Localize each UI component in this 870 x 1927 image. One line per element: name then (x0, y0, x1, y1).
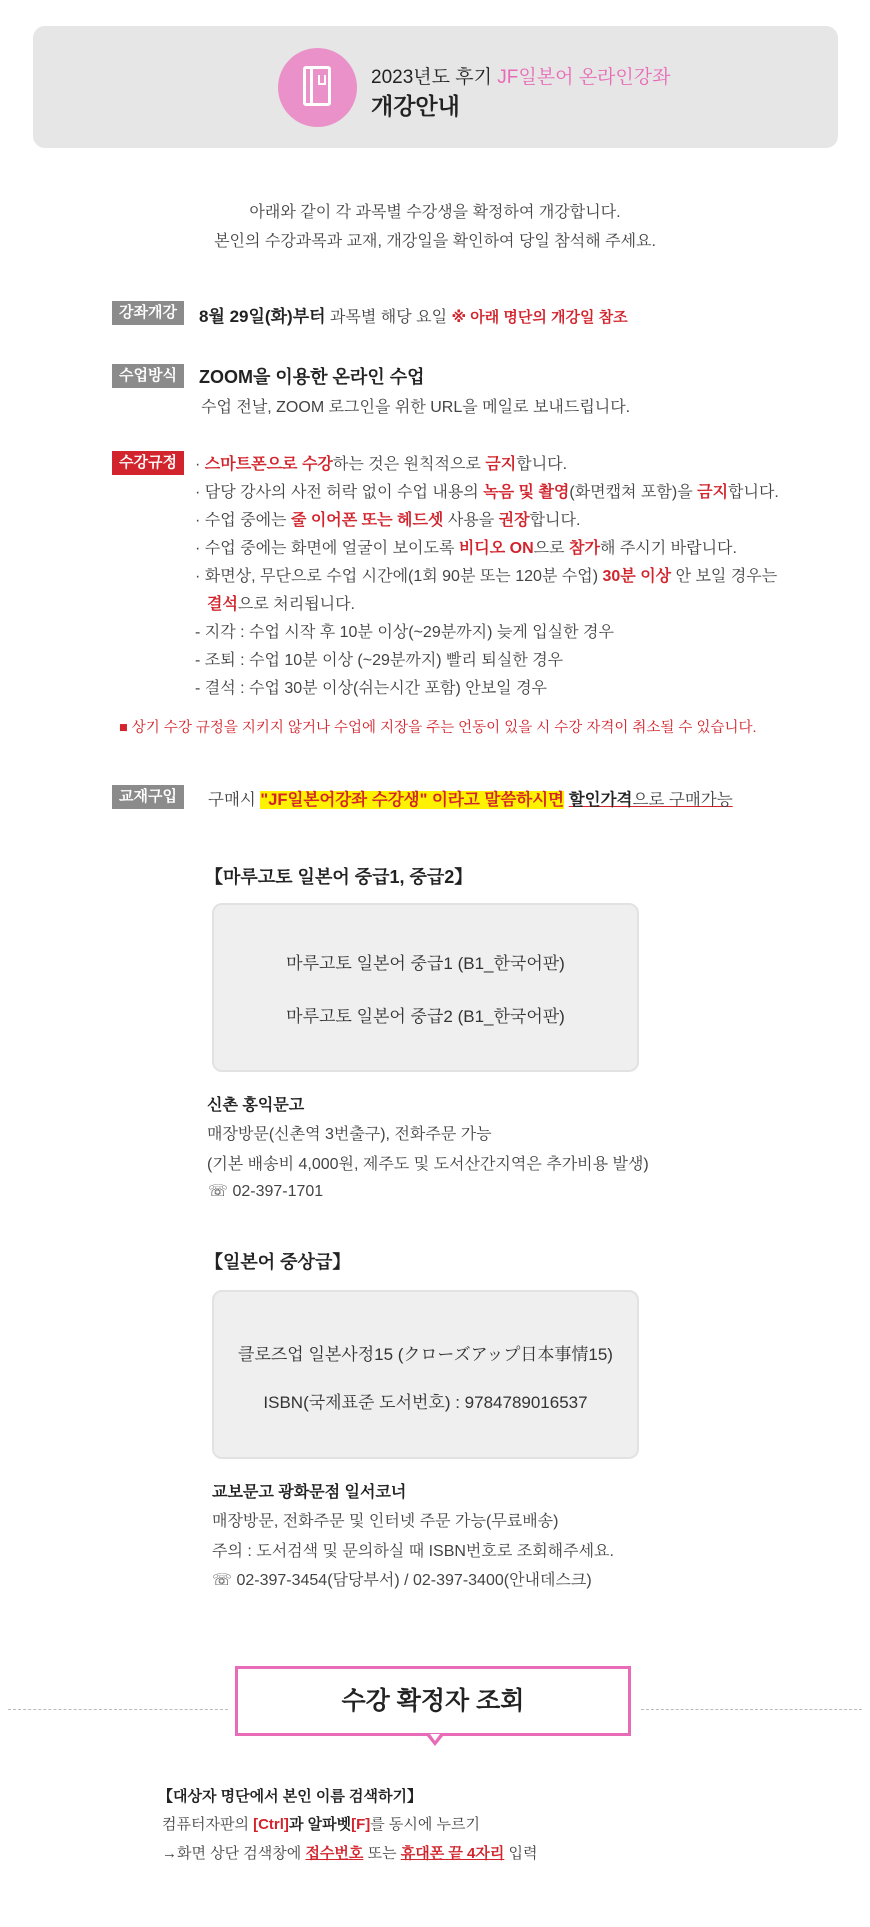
confirm-lookup-button[interactable]: 수강 확정자 조회 (235, 1666, 631, 1736)
method-desc: 수업 전날, ZOOM 로그인을 위한 URL을 메일로 보내드립니다. (201, 399, 631, 416)
rule-absent: - 결석 : 수업 30분 이상(쉬는시간 포함) 안보일 경우 (195, 680, 547, 697)
book1-item-2: 마루고토 일본어 중급2 (B1_한국어판) (286, 1007, 565, 1026)
header-banner (33, 26, 838, 148)
guide-title: 【대상자 명단에서 본인 이름 검색하기】 (158, 1788, 423, 1805)
book2-title: 【일본어 중상급】 (205, 1252, 351, 1272)
book2-box (212, 1290, 639, 1459)
textbook-info: 구매시 "JF일본어강좌 수강생" 이라고 말씀하시면 할인가격으로 구매가능 (208, 791, 733, 809)
book2-item-2: ISBN(국제표준 도서번호) : 9784789016537 (263, 1393, 588, 1412)
guide-step-1: 컴퓨터자판의 [Ctrl]과 알파벳[F]를 동시에 누르기 (162, 1816, 481, 1833)
rule-3: · 수업 중에는 줄 이어폰 또는 헤드셋 사용을 권장합니다. (195, 512, 581, 529)
book1-info-1: 매장방문(신촌역 3번출구), 전화주문 가능 (207, 1126, 492, 1143)
book2-item-1: 클로즈업 일본사정15 (クローズアップ日本事情15) (238, 1345, 613, 1364)
rule-4: · 수업 중에는 화면에 얼굴이 보이도록 비디오 ON으로 참가해 주시기 바랍니다. (195, 540, 737, 557)
method-title: ZOOM을 이용한 온라인 수업 (199, 367, 425, 387)
rule-2: · 담당 강사의 사전 허락 없이 수업 내용의 녹음 및 촬영(화면캡쳐 포함)을 금지합니다. (195, 484, 779, 501)
opening-label: 강좌개강 (112, 301, 184, 325)
rule-late: - 지각 : 수업 시작 후 10분 이상(~29분까지) 늦게 입실한 경우 (195, 624, 614, 641)
header-subtitle: 개강안내 (371, 93, 460, 119)
intro-line-2: 본인의 수강과목과 교재, 개강일을 확인하여 당일 참석해 주세요. (214, 233, 656, 250)
header-title: 2023년도 후기 JF일본어 온라인강좌 (371, 67, 671, 88)
book1-box (212, 903, 639, 1072)
book1-store: 신촌 홍익문고 (207, 1097, 305, 1114)
rules-label: 수강규정 (112, 451, 184, 475)
rule-early: - 조퇴 : 수업 10분 이상 (~29분까지) 빨리 퇴실한 경우 (195, 652, 564, 669)
opening-info: 8월 29일(화)부터 과목별 해당 요일 ※ 아래 명단의 개강일 참조 (199, 307, 628, 326)
book2-info-1: 매장방문, 전화주문 및 인터넷 주문 가능(무료배송) (212, 1513, 559, 1530)
rule-1: · 스마트폰으로 수강하는 것은 원칙적으로 금지합니다. (195, 456, 568, 473)
rules-warning: ■ 상기 수강 규정을 지키지 않거나 수업에 지장을 주는 언동이 있을 시 수강 자격이 취소될 수 있습니다. (119, 720, 757, 736)
rule-5: · 화면상, 무단으로 수업 시간에(1회 90분 또는 120분 수업) 30분 이상 안 보일 경우는 (195, 568, 778, 585)
book-icon (278, 48, 357, 127)
book1-info-2: (기본 배송비 4,000원, 제주도 및 도서산간지역은 추가비용 발생) (207, 1156, 649, 1173)
intro-line-1: 아래와 같이 각 과목별 수강생을 확정하여 개강합니다. (249, 204, 621, 221)
book1-item-1: 마루고토 일본어 중급1 (B1_한국어판) (286, 954, 565, 973)
book2-store: 교보문고 광화문점 일서코너 (212, 1484, 407, 1501)
textbook-label: 교재구입 (112, 785, 184, 809)
book2-phone: ☏ 02-397-3454(담당부서) / 02-397-3400(안내데스크) (212, 1572, 592, 1589)
rule-5-cont: 결석으로 처리됩니다. (207, 596, 356, 613)
divider-left (8, 1709, 228, 1710)
book1-title: 【마루고토 일본어 중급1, 중급2】 (205, 867, 473, 887)
method-label: 수업방식 (112, 364, 184, 388)
book1-phone: ☏ 02-397-1701 (208, 1183, 324, 1200)
book2-info-2: 주의 : 도서검색 및 문의하실 때 ISBN번호로 조회해주세요. (212, 1543, 614, 1560)
divider-right (641, 1709, 862, 1710)
guide-step-2: →화면 상단 검색창에 접수번호 또는 휴대폰 끝 4자리 입력 (162, 1845, 538, 1862)
